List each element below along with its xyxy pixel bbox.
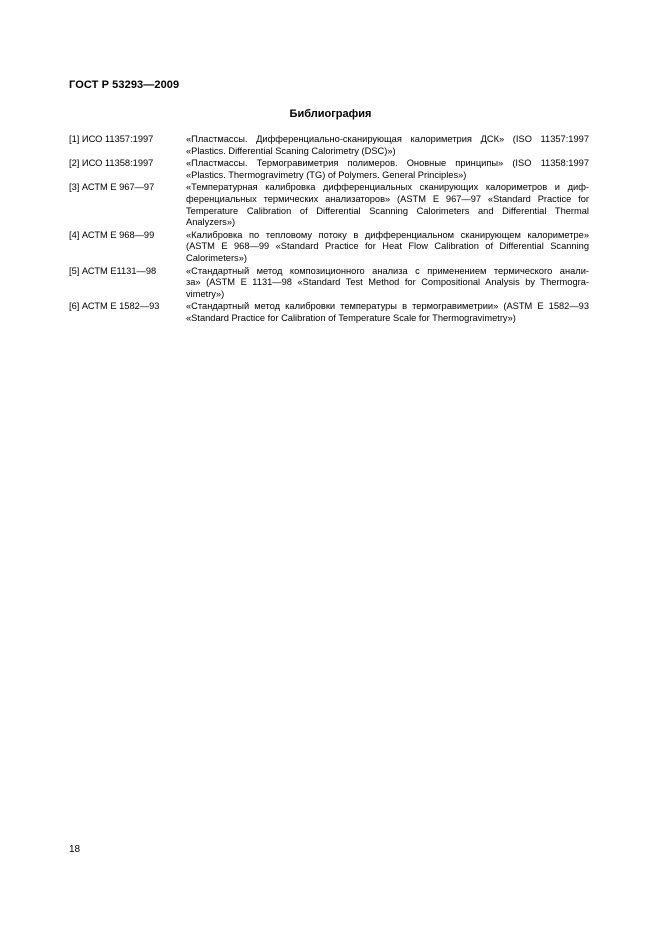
bibliography-line: vimetry») [186,288,225,299]
bibliography-line: «Пластмассы. Термогравиметрия полимеров. Оновные принципы» (ISO 11358:1997 [186,158,589,169]
document-header: ГОСТ Р 53293—2009 [69,79,180,91]
bibliography-line: за» (ASTM E 1131—98 «Standard Test Method for Compositional Analysis by Thermogra- [186,277,589,288]
bibliography-ref: [4] АСТМ Е 968—99 [69,229,155,240]
bibliography-line: «Калибровка по тепловому потоку в дифференциальном сканирующем калориметре» [186,229,589,240]
bibliography-line: «Температурная калибровка дифференциальных сканирующих калориметров и диф- [186,182,589,193]
bibliography-ref: [5] АСТМ Е1131—98 [69,265,157,276]
page-number: 18 [69,844,81,855]
bibliography-list [69,134,589,326]
bibliography-text [186,230,589,265]
bibliography-entry [69,301,589,324]
bibliography-line: «Standard Practice for Calibration of Temperature Scale for Thermogravimetry») [186,312,516,323]
bibliography-entry [69,230,589,265]
bibliography-entry [69,182,589,228]
bibliography-ref: [6] АСТМ Е 1582—93 [69,301,160,312]
bibliography-ref: [3] АСТМ Е 967—97 [69,182,155,193]
bibliography-line: «Стандартный метод композиционного анализа с применением термического анали- [186,265,589,276]
bibliography-line: Calorimeters») [186,252,247,263]
section-title: Библиография [289,108,372,120]
bibliography-text [186,301,589,324]
bibliography-entry [69,134,589,157]
bibliography-text [186,182,589,228]
bibliography-line: «Plastics. Thermogravimetry (TG) of Polymers. General Principles») [186,169,467,180]
bibliography-line: Analyzers») [186,217,236,228]
bibliography-text [186,134,589,157]
bibliography-line: «Пластмассы. Дифференциально-сканирующая калориметрия ДСК» (ISO 11357:1997 [186,134,589,144]
bibliography-line: «Стандартный метод калибровки температуры в термогравиметрии» (ASTM E 1582—93 [186,301,589,312]
bibliography-text [186,158,589,181]
bibliography-entry [69,266,589,301]
bibliography-ref: [2] ИСО 11358:1997 [69,158,154,169]
bibliography-entry [69,158,589,181]
bibliography-line: ференциальных термических анализаторов» (ASTM E 967—97 «Standard Practice for [186,193,589,204]
bibliography-line: Temperature Calibration of Differential Scanning Calorimeters and Differential Thermal [186,205,589,216]
bibliography-line: «Plastics. Differential Scaning Calorimetry (DSC)») [186,145,396,156]
bibliography-ref: [1] ИСО 11357:1997 [69,134,154,144]
bibliography-text [186,266,589,301]
bibliography-line: (ASTM E 968—99 «Standard Practice for Heat Flow Calibration of Differential Scanning [186,241,589,252]
